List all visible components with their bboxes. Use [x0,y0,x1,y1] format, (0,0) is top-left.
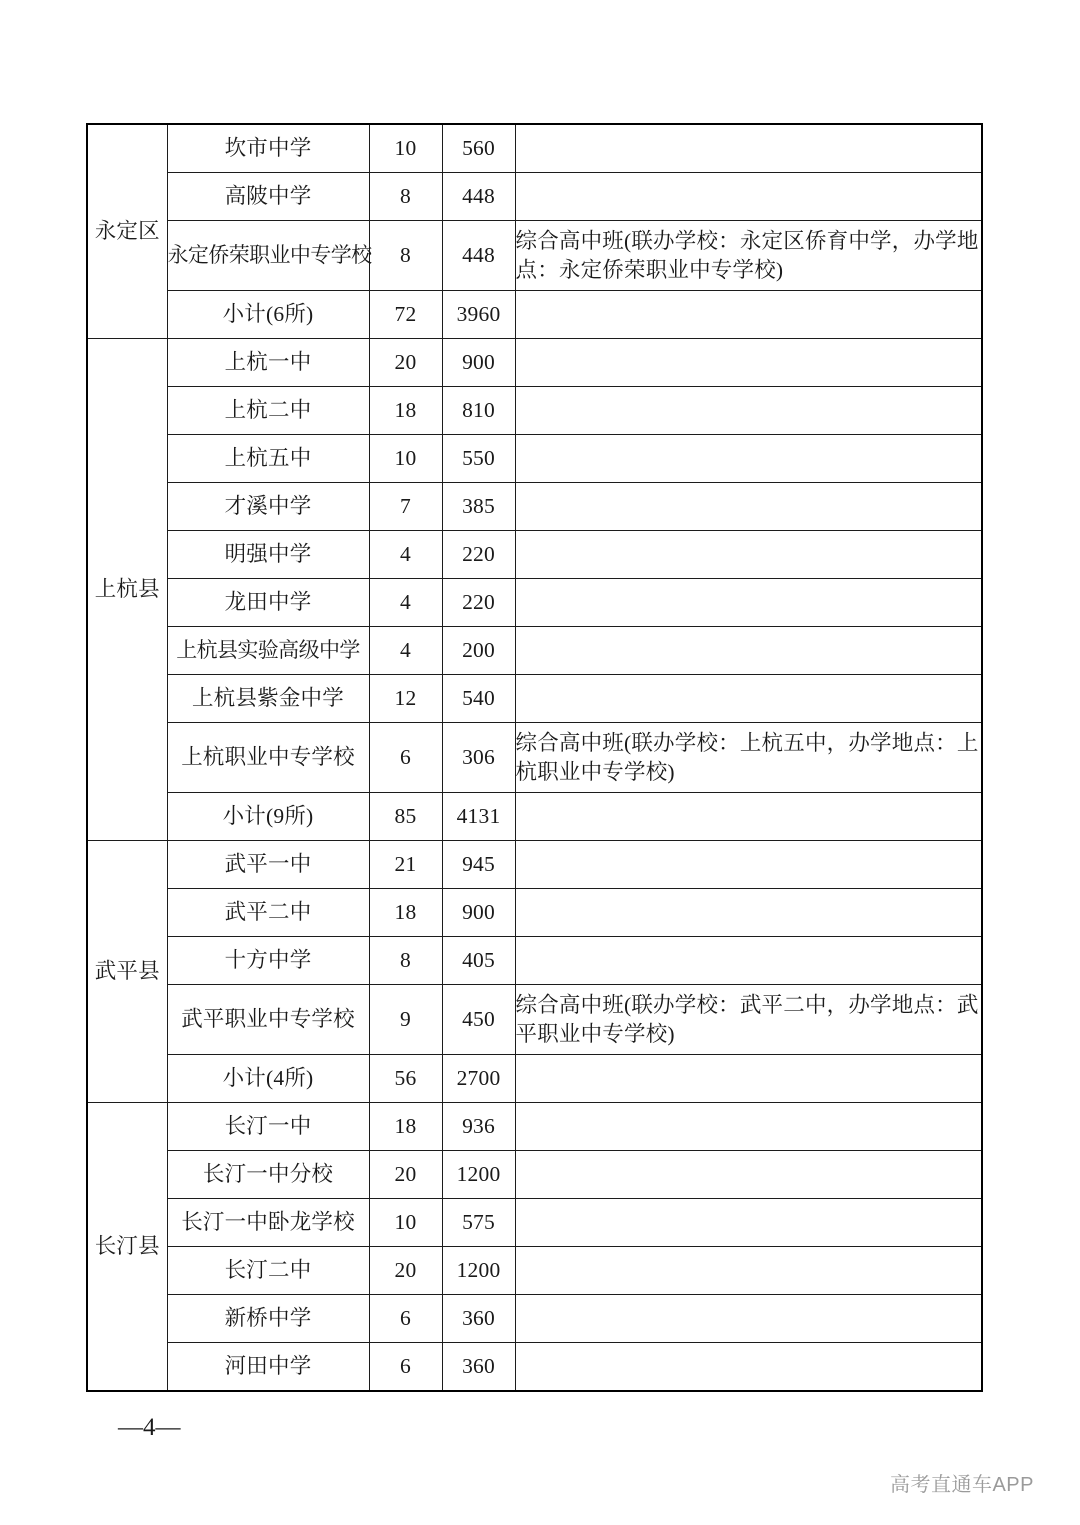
school-name-cell: 小计(4所) [167,1055,369,1103]
class-count-cell: 4 [369,627,442,675]
school-name-cell: 上杭县实验高级中学 [167,627,369,675]
enrollment-plan-cell: 540 [442,675,515,723]
table-row [87,675,982,723]
table-row [87,221,982,291]
school-name-cell: 长汀二中 [167,1247,369,1295]
school-name-cell: 十方中学 [167,937,369,985]
school-name-cell: 上杭一中 [167,339,369,387]
school-name-cell: 长汀一中分校 [167,1151,369,1199]
remark-cell [515,627,982,675]
enrollment-plan-cell: 575 [442,1199,515,1247]
enrollment-plan-cell: 560 [442,124,515,173]
school-name-cell: 坎市中学 [167,124,369,173]
class-count-cell: 6 [369,723,442,793]
remark-cell [515,579,982,627]
school-name-cell: 永定侨荣职业中专学校 [167,221,369,291]
school-name-cell: 上杭职业中专学校 [167,723,369,793]
class-count-cell: 9 [369,985,442,1055]
page-number: —4— [118,1414,181,1441]
enrollment-plan-cell: 4131 [442,793,515,841]
table-row [87,889,982,937]
school-name-cell: 明强中学 [167,531,369,579]
table-row [87,1055,982,1103]
remark-cell [515,1247,982,1295]
enrollment-plan-cell: 945 [442,841,515,889]
school-name-cell: 小计(9所) [167,793,369,841]
remark-cell [515,937,982,985]
class-count-cell: 12 [369,675,442,723]
table-row [87,291,982,339]
school-name-cell: 小计(6所) [167,291,369,339]
remark-cell: 综合高中班(联办学校：武平二中，办学地点：武平职业中专学校) [515,985,982,1055]
table-row [87,483,982,531]
table-row [87,1199,982,1247]
class-count-cell: 6 [369,1343,442,1392]
remark-cell [515,124,982,173]
table-row [87,173,982,221]
remark-cell [515,793,982,841]
class-count-cell: 18 [369,1103,442,1151]
enrollment-plan-cell: 1200 [442,1247,515,1295]
remark-cell [515,531,982,579]
remark-cell [515,1103,982,1151]
enrollment-plan-cell: 405 [442,937,515,985]
class-count-cell: 8 [369,173,442,221]
table-row [87,793,982,841]
class-count-cell: 8 [369,221,442,291]
table-row [87,1295,982,1343]
school-name-cell: 高陂中学 [167,173,369,221]
school-name-cell: 武平二中 [167,889,369,937]
class-count-cell: 85 [369,793,442,841]
remark-cell [515,339,982,387]
school-name-cell: 河田中学 [167,1343,369,1392]
class-count-cell: 56 [369,1055,442,1103]
enrollment-plan-cell: 3960 [442,291,515,339]
school-name-cell: 武平职业中专学校 [167,985,369,1055]
table-row [87,627,982,675]
enrollment-plan-cell: 450 [442,985,515,1055]
remark-cell [515,387,982,435]
enrollment-table-body [87,124,982,1391]
table-row [87,841,982,889]
remark-cell [515,483,982,531]
school-name-cell: 上杭县紫金中学 [167,675,369,723]
enrollment-plan-cell: 385 [442,483,515,531]
class-count-cell: 10 [369,435,442,483]
remark-cell [515,889,982,937]
class-count-cell: 6 [369,1295,442,1343]
region-cell: 永定区 [87,124,167,339]
table-row [87,1151,982,1199]
remark-cell: 综合高中班(联办学校：永定区侨育中学，办学地点：永定侨荣职业中专学校) [515,221,982,291]
enrollment-plan-cell: 1200 [442,1151,515,1199]
class-count-cell: 8 [369,937,442,985]
school-name-cell: 龙田中学 [167,579,369,627]
enrollment-plan-cell: 220 [442,531,515,579]
enrollment-plan-cell: 306 [442,723,515,793]
school-name-cell: 武平一中 [167,841,369,889]
table-row [87,435,982,483]
enrollment-plan-cell: 936 [442,1103,515,1151]
table-row [87,579,982,627]
table-row [87,1247,982,1295]
class-count-cell: 72 [369,291,442,339]
table-row [87,387,982,435]
enrollment-table [86,123,983,1392]
school-name-cell: 上杭五中 [167,435,369,483]
school-name-cell: 长汀一中 [167,1103,369,1151]
table-row [87,985,982,1055]
remark-cell [515,841,982,889]
enrollment-plan-cell: 810 [442,387,515,435]
enrollment-plan-cell: 448 [442,221,515,291]
remark-cell [515,173,982,221]
remark-cell [515,1295,982,1343]
class-count-cell: 20 [369,339,442,387]
table-row [87,1343,982,1392]
class-count-cell: 20 [369,1151,442,1199]
enrollment-plan-cell: 360 [442,1343,515,1392]
enrollment-plan-cell: 448 [442,173,515,221]
enrollment-plan-cell: 200 [442,627,515,675]
table-row [87,1103,982,1151]
watermark-label: 高考直通车APP [889,1474,1034,1496]
class-count-cell: 10 [369,124,442,173]
school-name-cell: 上杭二中 [167,387,369,435]
table-row [87,937,982,985]
enrollment-table-container [86,123,981,1392]
enrollment-plan-cell: 220 [442,579,515,627]
remark-cell [515,1199,982,1247]
class-count-cell: 18 [369,889,442,937]
region-cell: 武平县 [87,841,167,1103]
region-cell: 上杭县 [87,339,167,841]
enrollment-plan-cell: 900 [442,339,515,387]
remark-cell [515,1343,982,1392]
enrollment-plan-cell: 360 [442,1295,515,1343]
class-count-cell: 18 [369,387,442,435]
table-row [87,723,982,793]
enrollment-plan-cell: 2700 [442,1055,515,1103]
remark-cell [515,1151,982,1199]
class-count-cell: 7 [369,483,442,531]
remark-cell: 综合高中班(联办学校：上杭五中，办学地点：上杭职业中专学校) [515,723,982,793]
remark-cell [515,675,982,723]
remark-cell [515,435,982,483]
table-row [87,531,982,579]
enrollment-plan-cell: 550 [442,435,515,483]
class-count-cell: 4 [369,531,442,579]
remark-cell [515,1055,982,1103]
remark-cell [515,291,982,339]
school-name-cell: 长汀一中卧龙学校 [167,1199,369,1247]
table-row [87,124,982,173]
enrollment-plan-cell: 900 [442,889,515,937]
class-count-cell: 4 [369,579,442,627]
class-count-cell: 20 [369,1247,442,1295]
region-cell: 长汀县 [87,1103,167,1392]
school-name-cell: 新桥中学 [167,1295,369,1343]
table-row [87,339,982,387]
class-count-cell: 10 [369,1199,442,1247]
school-name-cell: 才溪中学 [167,483,369,531]
class-count-cell: 21 [369,841,442,889]
